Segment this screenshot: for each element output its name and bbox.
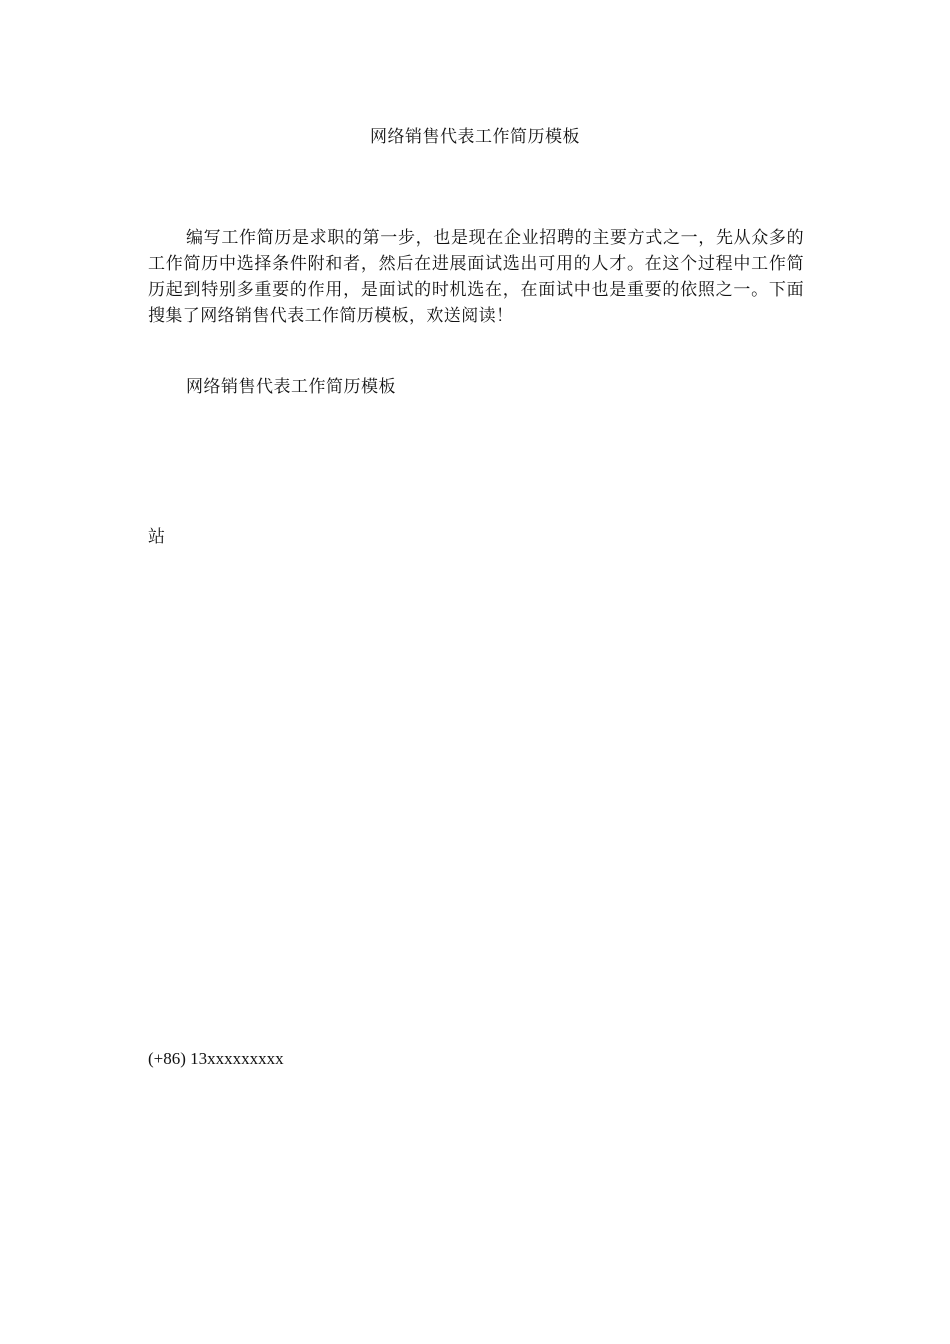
document-title: 网络销售代表工作简历模板 xyxy=(370,127,580,147)
phone-number: (+86) 13xxxxxxxxx xyxy=(148,1049,284,1068)
section-subtitle: 网络销售代表工作简历模板 xyxy=(186,377,396,397)
station-label: 站 xyxy=(148,527,165,547)
intro-paragraph: 编写工作简历是求职的第一步，也是现在企业招聘的主要方式之一，先从众多的工作简历中选择条件附和者，然后在进展面试选出可用的人才。在这个过程中工作简历起到特别多重要的作用，是面试的时机选在，在面试中也是重要的依照之一。下面搜集了网络销售代表工作简历模板，欢送阅读！ xyxy=(148,228,804,326)
